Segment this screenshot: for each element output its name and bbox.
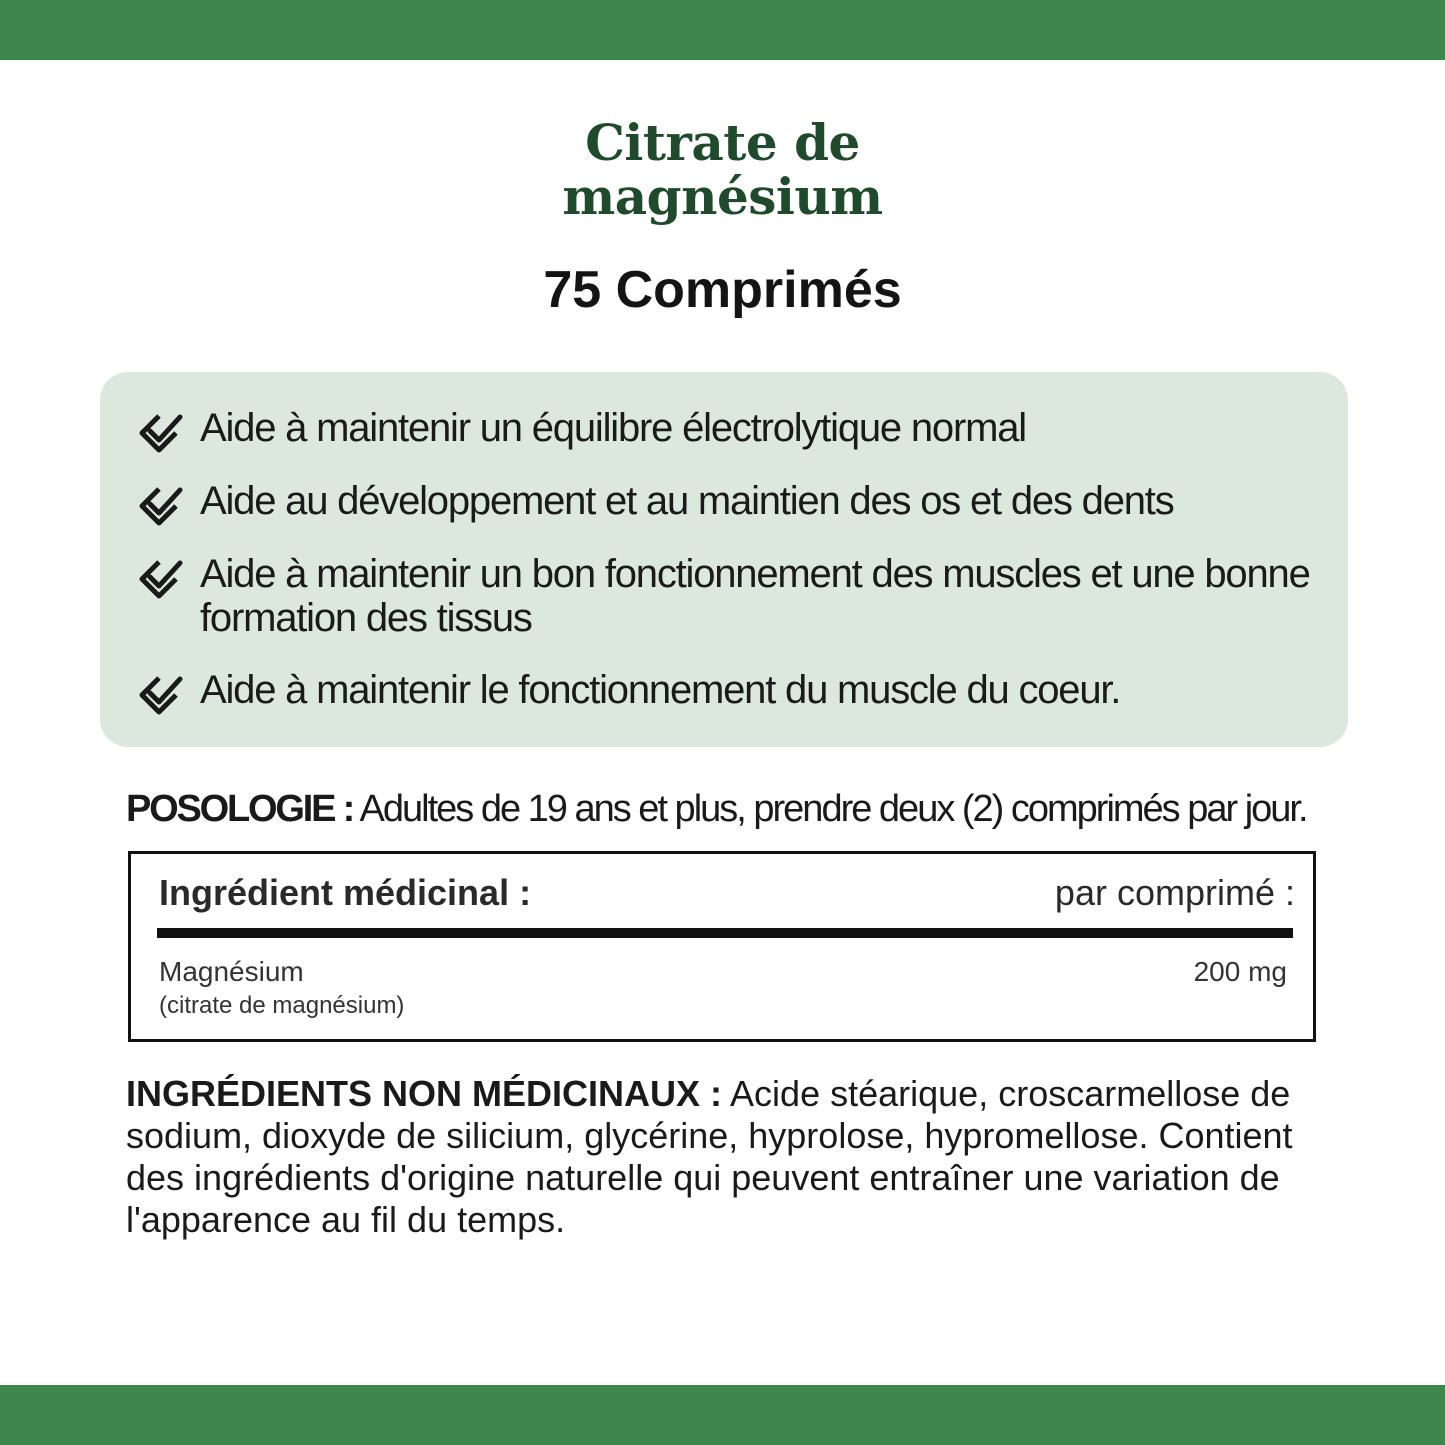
medicinal-ingredient-table: [128, 851, 1316, 1042]
non-medicinal-ingredients: [126, 1073, 1326, 1241]
checkmark-diamond-icon: [138, 672, 184, 718]
bottom-color-band: [0, 1385, 1445, 1445]
benefits-panel: [100, 372, 1348, 747]
benefit-text: Aide à maintenir un équilibre électrolytique normal: [200, 406, 1026, 450]
product-title-line1: Citrate de: [585, 113, 860, 172]
posology-label: POSOLOGIE :: [126, 788, 354, 830]
posology-text: Adultes de 19 ans et plus, prendre deux (2) comprimés par jour.: [359, 788, 1307, 830]
ingredient-amount: 200 mg: [1193, 956, 1287, 987]
product-title-line2: magnésium: [562, 167, 883, 226]
posology: [126, 786, 1346, 832]
benefit-text: Aide à maintenir le fonctionnement du muscle du coeur.: [200, 668, 1121, 712]
table-divider: [157, 928, 1293, 938]
checkmark-diamond-icon: [138, 410, 184, 456]
tablet-count: 75 Comprimés: [543, 261, 902, 319]
ingredient-form: (citrate de magnésium): [159, 992, 405, 1019]
checkmark-diamond-icon: [138, 556, 184, 602]
table-header-per-tablet: par comprimé :: [1054, 872, 1295, 913]
benefit-text: Aide au développement et au maintien des os et des dents: [200, 479, 1174, 523]
non-medicinal-text: Acide stéarique, croscarmellose de sodium, dioxyde de silicium, glycérine, hyprolose, hypromellose. Contient des ingrédients d'origine naturelle qui peuvent entraîner une variation de l'apparence au fil du temps.: [126, 1073, 1293, 1240]
top-color-band: [0, 0, 1445, 60]
product-title: [0, 113, 1445, 226]
ingredient-name: Magnésium: [159, 956, 304, 987]
benefit-text: Aide à maintenir un bon fonctionnement des muscles et une bonne formation des tissus: [200, 552, 1310, 640]
table-header-ingredient: Ingrédient médicinal :: [159, 872, 532, 913]
checkmark-diamond-icon: [138, 483, 184, 529]
non-medicinal-label: INGRÉDIENTS NON MÉDICINAUX :: [126, 1073, 723, 1114]
